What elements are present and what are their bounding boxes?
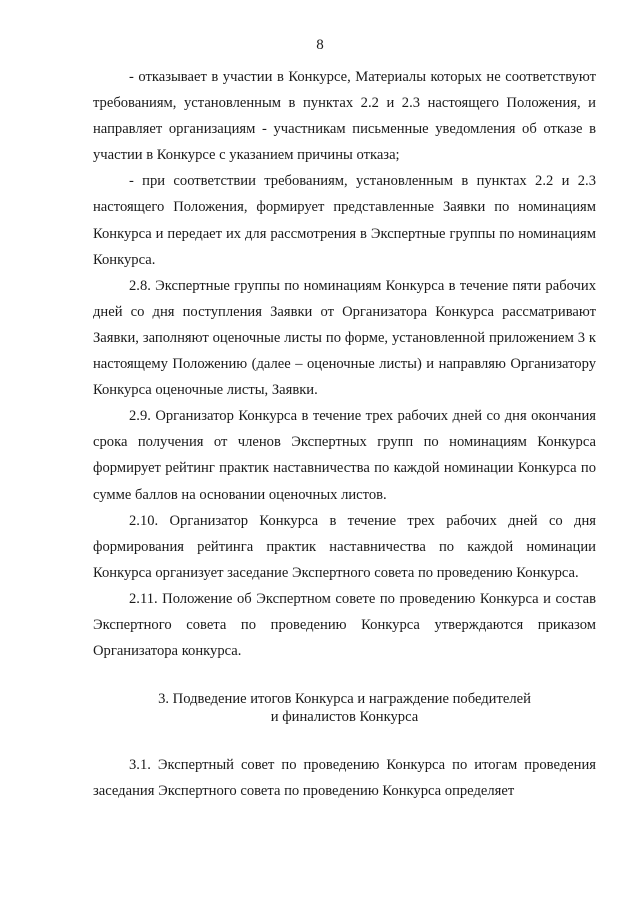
paragraph-2-8: 2.8. Экспертные группы по номинациям Конкурса в течение пяти рабочих дней со дня поступления Заявки от Организатора Конкурса рассматривают Заявки, заполняют оценочные листы по форме, установленной приложением 3 к настоящему Положению (далее – оценочные листы) и направляю Организатору Конкурса оценочные листы, Заявки. <box>93 277 596 399</box>
paragraph-rejection: - отказывает в участии в Конкурсе, Материалы которых не соответствуют требованиям, установленным в пунктах 2.2 и 2.3 настоящего Положения, и направляет организациям - участникам письменные уведомления об отказе в участии в Конкурсе с указанием причины отказа; <box>93 69 596 164</box>
section-heading-line-2: и финалистов Конкурса <box>270 709 419 726</box>
paragraph-compliance: - при соответствии требованиям, установленным в пунктах 2.2 и 2.3 настоящего Положения, формирует представленные Заявки по номинациям Конкурса и передает их для рассмотрения в Экспертные группы по номинациям Конкурса. <box>93 173 596 268</box>
page-number: 8 <box>316 37 324 53</box>
paragraph-2-9: 2.9. Организатор Конкурса в течение трех рабочих дней со дня окончания срока получения от членов Экспертных групп по номинациям Конкурса формирует рейтинг практик наставничества по каждой номинации Конкурса по сумме баллов на основании оценочных листов. <box>93 408 596 503</box>
paragraph-2-10: 2.10. Организатор Конкурса в течение трех рабочих дней со дня формирования рейтинга практик наставничества по каждой номинации Конкурса организует заседание Экспертного совета по проведению Конкурса. <box>93 512 596 581</box>
section-heading-line-1: 3. Подведение итогов Конкурса и награждение победителей <box>158 691 531 708</box>
document-body <box>93 64 596 804</box>
section-heading <box>93 690 596 726</box>
paragraph-3-1: 3.1. Экспертный совет по проведению Конкурса по итогам проведения заседания Экспертного совета по проведению Конкурса определяет <box>93 757 596 800</box>
paragraph-2-11: 2.11. Положение об Экспертном совете по проведению Конкурса и состав Экспертного совета по проведению Конкурса утверждаются приказом Организатора конкурса. <box>93 590 596 660</box>
